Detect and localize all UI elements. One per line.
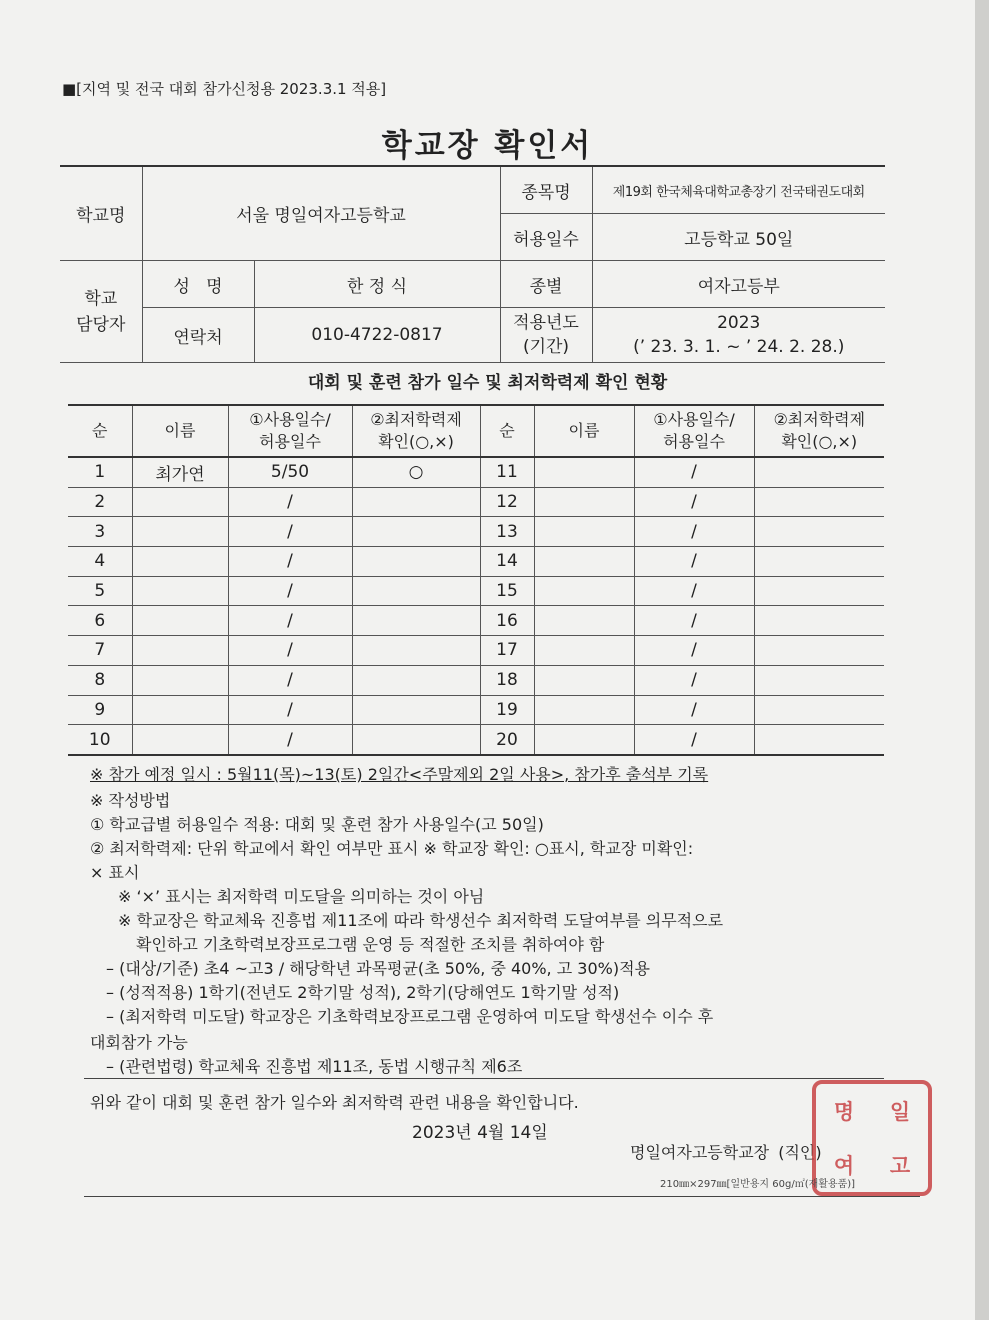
- row-name: [132, 725, 228, 755]
- row-name: [132, 487, 228, 517]
- row-name: [534, 636, 634, 666]
- row-name: [534, 576, 634, 606]
- row-days: /: [634, 517, 754, 547]
- bottom-rule: [84, 1196, 920, 1197]
- row-no: 8: [68, 665, 132, 695]
- row-no: 5: [68, 576, 132, 606]
- row-name: [534, 725, 634, 755]
- seal-char: 일: [889, 1100, 911, 1124]
- row-name: [534, 517, 634, 547]
- row-name: [534, 695, 634, 725]
- contact-label: 연락처: [142, 308, 254, 363]
- row-no: 9: [68, 695, 132, 725]
- row-check: [352, 665, 480, 695]
- criteria-1: – (대상/기준) 초4 ~고3 / 해당학년 과목평균(초 50%, 중 40%, 고 30%)적용: [106, 959, 650, 978]
- row-no: 13: [480, 517, 534, 547]
- header-no: 순: [480, 405, 534, 457]
- how-to-heading: ※ 작성방법: [90, 791, 171, 810]
- row-name: [132, 576, 228, 606]
- row-days: /: [228, 725, 352, 755]
- row-days: /: [228, 517, 352, 547]
- document-title: 학교장 확인서: [381, 128, 594, 164]
- row-check: [754, 665, 884, 695]
- header-check: ②최저학력제 확인(○,×): [352, 405, 480, 457]
- criteria-3: – (최저학력 미도달) 학교장은 기초학력보장프로그램 운영하여 미도달 학생선수 이수 후: [106, 1007, 714, 1026]
- row-check: [754, 487, 884, 517]
- row-days: /: [228, 576, 352, 606]
- header-days: ①사용일수/ 허용일수: [228, 405, 352, 457]
- table-row: [68, 576, 884, 606]
- row-name: [132, 547, 228, 577]
- participation-table: [68, 404, 884, 756]
- category: 여자고등부: [592, 261, 885, 308]
- instruction-2-cont: × 표시: [90, 863, 140, 882]
- seal-char: 고: [889, 1154, 911, 1178]
- allowed-days-label: 허용일수: [500, 214, 592, 261]
- row-days: /: [634, 487, 754, 517]
- header-name: 이름: [132, 405, 228, 457]
- contact-number: 010-4722-0817: [254, 308, 500, 363]
- row-name: [534, 547, 634, 577]
- row-name: [132, 636, 228, 666]
- confirmation-text: 위와 같이 대회 및 훈련 참가 일수와 최저학력 관련 내용을 확인합니다.: [90, 1093, 579, 1112]
- row-no: 19: [480, 695, 534, 725]
- row-check: [352, 636, 480, 666]
- table-row: [68, 665, 884, 695]
- row-check: [352, 725, 480, 755]
- row-name: [534, 487, 634, 517]
- criteria-3-cont: 대회참가 가능: [90, 1033, 188, 1052]
- criteria-4: – (관련법령) 학교체육 진흥법 제11조, 동법 시행규칙 제6조: [106, 1057, 523, 1076]
- row-no: 3: [68, 517, 132, 547]
- row-days: /: [228, 487, 352, 517]
- row-name: [534, 457, 634, 487]
- row-no: 16: [480, 606, 534, 636]
- category-label: 종별: [500, 261, 592, 308]
- row-no: 17: [480, 636, 534, 666]
- table-row: [68, 547, 884, 577]
- row-check: [754, 547, 884, 577]
- row-name: [132, 606, 228, 636]
- manager-name: 한 정 식: [254, 261, 500, 308]
- row-days: /: [634, 547, 754, 577]
- row-no: 12: [480, 487, 534, 517]
- row-check: [754, 636, 884, 666]
- event-name: 제19회 한국체육대학교총장기 전국태권도대회: [592, 166, 885, 214]
- instruction-1: ① 학교급별 허용일수 적용: 대회 및 훈련 참가 사용일수(고 50일): [90, 815, 544, 834]
- row-no: 15: [480, 576, 534, 606]
- row-name: [132, 665, 228, 695]
- row-no: 10: [68, 725, 132, 755]
- header-name: 이름: [534, 405, 634, 457]
- table-row: [68, 457, 884, 487]
- table-row: [68, 725, 884, 755]
- row-check: [352, 547, 480, 577]
- row-check: [754, 457, 884, 487]
- row-no: 2: [68, 487, 132, 517]
- row-days: /: [634, 695, 754, 725]
- divider: [84, 1078, 884, 1079]
- seal-placeholder: (직인): [778, 1143, 822, 1162]
- table-header-row: [68, 405, 884, 457]
- row-days: /: [634, 636, 754, 666]
- row-name: [534, 606, 634, 636]
- schedule-note: ※ 참가 예정 일시 : 5월11(목)~13(토) 2일간<주말제외 2일 사용>, 참가후 출석부 기록: [90, 765, 709, 784]
- row-check: [352, 576, 480, 606]
- row-check: [754, 725, 884, 755]
- document-date: 2023년 4월 14일: [412, 1123, 548, 1143]
- header-days: ①사용일수/ 허용일수: [634, 405, 754, 457]
- row-no: 7: [68, 636, 132, 666]
- event-label: 종목명: [500, 166, 592, 214]
- row-name: [132, 517, 228, 547]
- row-no: 11: [480, 457, 534, 487]
- school-name-label: 학교명: [60, 166, 142, 261]
- seal-char: 명: [833, 1100, 855, 1124]
- year-label: 적용년도 (기간): [500, 308, 592, 363]
- row-days: /: [228, 547, 352, 577]
- row-days: 5/50: [228, 457, 352, 487]
- row-no: 1: [68, 457, 132, 487]
- school-name: 서울 명일여자고등학교: [142, 166, 500, 261]
- row-name: [132, 695, 228, 725]
- row-days: /: [634, 606, 754, 636]
- year-cell: [592, 308, 885, 363]
- table-row: [68, 487, 884, 517]
- row-days: /: [228, 636, 352, 666]
- row-check: [352, 517, 480, 547]
- header-no: 순: [68, 405, 132, 457]
- table-row: [68, 517, 884, 547]
- row-check: ○: [352, 457, 480, 487]
- sub-note-2-cont: 확인하고 기초학력보장프로그램 운영 등 적절한 조치를 취하여야 함: [136, 935, 605, 954]
- row-name: [534, 665, 634, 695]
- sub-note-1: ※ ‘×’ 표시는 최저학력 미도달을 의미하는 것이 아님: [118, 887, 485, 906]
- row-days: /: [228, 665, 352, 695]
- school-info-table: [60, 165, 885, 363]
- seal-char: 여: [833, 1154, 855, 1178]
- instruction-2: ② 최저학력제: 단위 학교에서 확인 여부만 표시 ※ 학교장 확인: ○표시, 학교장 미확인:: [90, 839, 694, 858]
- row-no: 18: [480, 665, 534, 695]
- row-name: 최가연: [132, 457, 228, 487]
- row-check: [754, 695, 884, 725]
- row-check: [352, 606, 480, 636]
- allowed-days: 고등학교 50일: [592, 214, 885, 261]
- paper-spec: 210㎜×297㎜[일반용지 60g/㎡(재활용품)]: [660, 1179, 856, 1190]
- row-no: 20: [480, 725, 534, 755]
- criteria-2: – (성적적용) 1학기(전년도 2학기말 성적), 2학기(당해연도 1학기말 성적): [106, 983, 620, 1002]
- row-no: 14: [480, 547, 534, 577]
- manager-label: 학교 담당자: [60, 261, 142, 363]
- row-days: /: [634, 457, 754, 487]
- row-days: /: [228, 695, 352, 725]
- signer-label: 명일여자고등학교장: [630, 1143, 770, 1162]
- year-value: 2023: [717, 313, 761, 333]
- row-days: /: [634, 725, 754, 755]
- row-days: /: [228, 606, 352, 636]
- row-check: [754, 517, 884, 547]
- row-no: 4: [68, 547, 132, 577]
- manager-name-label: 성 명: [142, 261, 254, 308]
- header-check: ②최저학력제 확인(○,×): [754, 405, 884, 457]
- row-days: /: [634, 665, 754, 695]
- sub-note-2: ※ 학교장은 학교체육 진흥법 제11조에 따라 학생선수 최저학력 도달여부를 의무적으로: [118, 911, 724, 930]
- table-row: [68, 636, 884, 666]
- section-title: 대회 및 훈련 참가 일수 및 최저학력제 확인 현황: [307, 373, 668, 393]
- header-note: ■[지역 및 전국 대회 참가신청용 2023.3.1 적용]: [62, 80, 387, 98]
- row-check: [754, 606, 884, 636]
- row-check: [352, 695, 480, 725]
- row-check: [754, 576, 884, 606]
- year-period: (’ 23. 3. 1. ~ ’ 24. 2. 28.): [633, 337, 845, 357]
- row-days: /: [634, 576, 754, 606]
- signer-name: [630, 1140, 822, 1163]
- row-check: [352, 487, 480, 517]
- table-row: [68, 606, 884, 636]
- row-no: 6: [68, 606, 132, 636]
- table-row: [68, 695, 884, 725]
